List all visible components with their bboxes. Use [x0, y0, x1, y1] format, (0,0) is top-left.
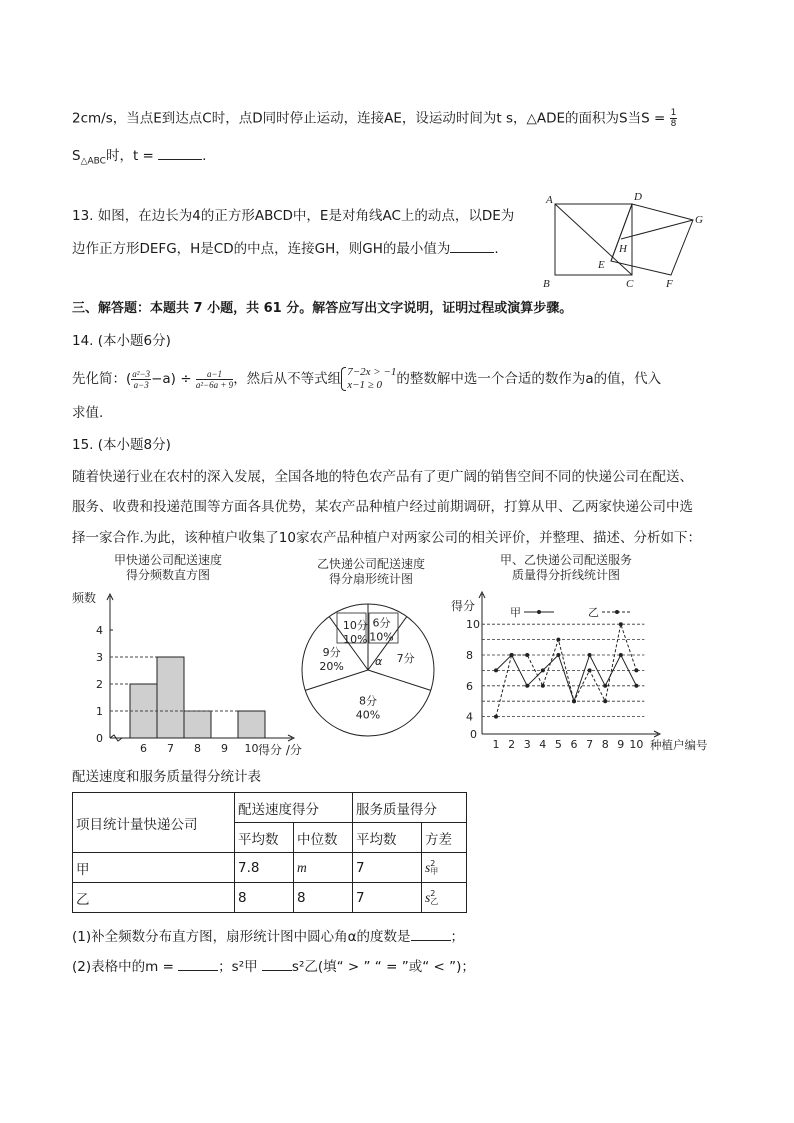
table-caption: 配送速度和服务质量得分统计表 [72, 769, 261, 785]
q15-para2: 服务、收费和投递范围等方面各具优势，某农产品种植户经过前期调研，打算从甲、乙两家快递公司中选 [72, 499, 693, 515]
q14-frac2 [196, 369, 233, 390]
q15-sub1-text: (1)补全频数分布直方图，扇形统计图中圆心角α的度数是 [72, 929, 411, 945]
line-chart [448, 548, 728, 760]
line-point [619, 622, 623, 626]
q14-mid2: ，然后从不等式组 [233, 371, 342, 387]
var-sub: 乙 [430, 896, 439, 906]
q15-para3: 择一家合作.为此，该种植户收集了10家农产品种植户对两家公司的相关评价，并整理、描述、分析如下： [72, 530, 701, 546]
line-x-tick: 7 [586, 738, 594, 751]
line-point [619, 653, 623, 657]
line-title-line1: 甲、乙快递公司配送服务 [499, 553, 633, 567]
section-3-heading: 三、解答题：本题共 7 小题，共 61 分。解答应写出文字说明，证明过程或演算步骤。 [72, 301, 573, 316]
hist-x-tick: 8 [194, 742, 201, 755]
line-y-tick: 6 [466, 679, 473, 693]
pie-title-line2: 得分扇形统计图 [328, 572, 414, 586]
q12-line2-sub: △ABC [80, 156, 106, 167]
line-y-zero: 0 [470, 728, 477, 741]
hist-y-tick: 2 [96, 678, 103, 691]
line-point [634, 684, 638, 688]
q15-sub1-blank[interactable] [411, 926, 451, 941]
table-sub-mean1: 平均数 [235, 823, 294, 853]
var-s: s [425, 859, 431, 875]
table-row-name: 乙 [73, 883, 235, 913]
label-f: F [666, 278, 673, 290]
table-row-name: 甲 [73, 853, 235, 883]
label-e: E [598, 259, 605, 271]
hist-bar [157, 657, 184, 738]
q14-frac1 [131, 369, 151, 390]
q13-line2-end: . [494, 241, 499, 257]
line-y-tick: 10 [466, 618, 480, 632]
hist-title-line1: 甲快递公司配送速度 [113, 553, 223, 567]
line-point [603, 699, 607, 703]
q12-frac-num: 1 [670, 108, 677, 118]
line-point [572, 699, 576, 703]
hist-y-tick: 1 [96, 705, 103, 718]
line-point [541, 668, 545, 672]
legend-marker-jia [537, 610, 541, 614]
legend-marker-yi [615, 610, 619, 614]
line-point [525, 684, 529, 688]
var-sup: 2 [430, 858, 436, 868]
q14-inequality-system [341, 366, 396, 392]
pie-slice-label: 7分 [396, 651, 415, 665]
legend-label-jia: 甲 [510, 606, 521, 619]
pie-alpha-label: α [375, 655, 383, 668]
line-x-tick: 2 [508, 738, 516, 751]
var-s: s [425, 889, 431, 905]
table-group-speed: 配送速度得分 [235, 793, 353, 823]
q14-f1-den: a−3 [133, 379, 149, 390]
q15-sub2 [72, 956, 475, 976]
square-defg [611, 204, 693, 275]
q14-ineq1: 7−2x > −1 [347, 366, 397, 378]
q12-line1 [72, 108, 677, 129]
q15-sub2-b: ；s²甲 [218, 959, 262, 975]
label-h: H [619, 243, 627, 255]
q14-pre: 先化简：( [72, 371, 132, 387]
table-sub-median: 中位数 [294, 823, 353, 853]
q15-para1: 随着快递行业在农村的深入发展，全国各地的特色农产品有了更广阔的销售空间不同的快递公司在配送、 [72, 469, 693, 485]
q14-line1 [72, 366, 661, 392]
hist-xlabel: 得分 /分 [258, 743, 302, 757]
line-x-tick: 3 [523, 738, 531, 751]
hist-y-tick: 3 [96, 651, 103, 664]
var-sub: 甲 [430, 866, 439, 876]
q15-head: 15. (本小题8分) [72, 437, 171, 453]
q15-sub1 [72, 926, 464, 946]
q15-sub2-c: s²乙(填“ > ” “ = ”或“ < ”)； [291, 959, 475, 975]
line-x-tick: 5 [554, 738, 562, 751]
table-row [73, 883, 467, 913]
q13-line2 [72, 238, 499, 258]
q14-f2-num: a−1 [196, 369, 233, 380]
q13-line1: 13. 如图，在边长为4的正方形ABCD中，E是对角线AC上的动点，以DE为 [72, 208, 515, 224]
line-x-tick: 4 [539, 738, 547, 751]
line-x-tick: 8 [601, 738, 609, 751]
pie-chart [296, 552, 446, 752]
hist-bar [238, 711, 265, 738]
hist-x-tick: 10 [244, 742, 259, 755]
table-cell: m [294, 853, 353, 883]
line-point [588, 653, 592, 657]
pie-title-line1: 乙快递公司配送速度 [316, 557, 426, 571]
line-point [541, 684, 545, 688]
hist-y-tick: 0 [96, 732, 103, 745]
pie-slice-percent: 10% [369, 630, 394, 644]
q12-line1-text: 2cm/s，当点E到达点C时，点D同时停止运动，连接AE，设运动时间为t s，△ADE的面积为S当S = [72, 110, 666, 127]
table-sub-mean2: 平均数 [353, 823, 422, 853]
table-group-service: 服务质量得分 [353, 793, 467, 823]
q14-f1-num: a²−3 [132, 368, 151, 379]
hist-y-tick: 4 [96, 624, 103, 637]
line-x-tick: 6 [570, 738, 578, 751]
diagonal-ac [555, 204, 632, 275]
q13-line2-text: 边作正方形DEFG，H是CD的中点，连接GH，则GH的最小值为 [72, 241, 451, 257]
label-d: D [634, 191, 642, 203]
table-cell-variance [422, 853, 467, 883]
pie-slice-label: 9分 [322, 646, 341, 660]
pie-slice-percent: 20% [319, 660, 344, 674]
q12-fraction [670, 108, 678, 129]
line-title-line2: 质量得分折线统计图 [511, 568, 621, 582]
line-series-jia [496, 655, 636, 701]
pie-slice-percent: 40% [355, 708, 381, 722]
q12-answer-blank[interactable] [158, 145, 202, 160]
table-cell-variance [422, 883, 467, 913]
line-point [525, 653, 529, 657]
line-ylabel: 得分 [451, 599, 476, 613]
table-corner-header: 项目统计量快递公司 [73, 793, 235, 853]
line-point [603, 684, 607, 688]
q12-line2-text: 时，t = [105, 148, 159, 164]
q14-f2-den: a²−6a + 9 [195, 379, 234, 390]
line-y-tick: 4 [466, 710, 473, 724]
q13-figure [538, 190, 718, 295]
line-xlabel: 种植户编号 [650, 738, 708, 752]
table-cell: 8 [294, 883, 353, 913]
line-point [556, 638, 560, 642]
line-point [634, 668, 638, 672]
label-c: C [626, 278, 634, 290]
histogram-chart [70, 548, 320, 760]
table-cell: 7 [353, 853, 422, 883]
label-g: G [695, 214, 703, 226]
line-x-tick: 9 [617, 738, 625, 751]
hist-bar [184, 711, 211, 738]
line-point [588, 668, 592, 672]
line-x-tick: 10 [629, 738, 644, 751]
pie-slice-label: 8分 [359, 694, 377, 708]
label-b: B [543, 278, 550, 290]
q14-ineq2: x−1 ≥ 0 [347, 379, 383, 391]
q14-line2: 求值. [72, 405, 104, 421]
q12-frac-den: 8 [670, 119, 677, 129]
q14-head: 14. (本小题6分) [72, 333, 171, 349]
q15-sub2-blank-compare[interactable] [262, 956, 292, 971]
stats-table [72, 792, 467, 913]
table-row [73, 853, 467, 883]
line-x-tick: 1 [492, 738, 500, 751]
table-cell: 7.8 [235, 853, 294, 883]
q12-line2 [72, 145, 206, 171]
q12-line2-s: S [72, 148, 81, 164]
hist-x-tick: 7 [167, 742, 174, 755]
q15-sub1-end: ； [450, 929, 465, 945]
q14-mid1: −a) ÷ [151, 371, 192, 387]
q12-line2-end: . [202, 148, 207, 164]
q15-sub2-blank-m[interactable] [178, 956, 218, 971]
pie-slice-label: 6分 [372, 616, 391, 630]
pie-slice-percent: 10% [343, 633, 368, 647]
line-point [510, 653, 514, 657]
hist-ylabel: 频数 [72, 591, 97, 605]
var-sup: 2 [430, 888, 436, 898]
q13-answer-blank[interactable] [450, 238, 494, 253]
hist-title-line2: 得分频数直方图 [125, 568, 211, 582]
label-a: A [546, 194, 553, 206]
legend-label-yi: 乙 [588, 606, 599, 619]
q15-sub2-a: (2)表格中的m = [72, 959, 179, 975]
table-cell: 7 [353, 883, 422, 913]
hist-x-tick: 6 [140, 742, 147, 755]
line-y-tick: 8 [466, 649, 473, 662]
pie-slice-label: 10分 [342, 619, 368, 633]
table-sub-variance: 方差 [422, 823, 467, 853]
q14-post: 的整数解中选一个合适的数作为a的值，代入 [396, 371, 662, 387]
line-point [494, 668, 498, 672]
line-point [556, 653, 560, 657]
hist-x-tick: 9 [221, 742, 228, 755]
table-cell: 8 [235, 883, 294, 913]
line-point [494, 715, 498, 719]
